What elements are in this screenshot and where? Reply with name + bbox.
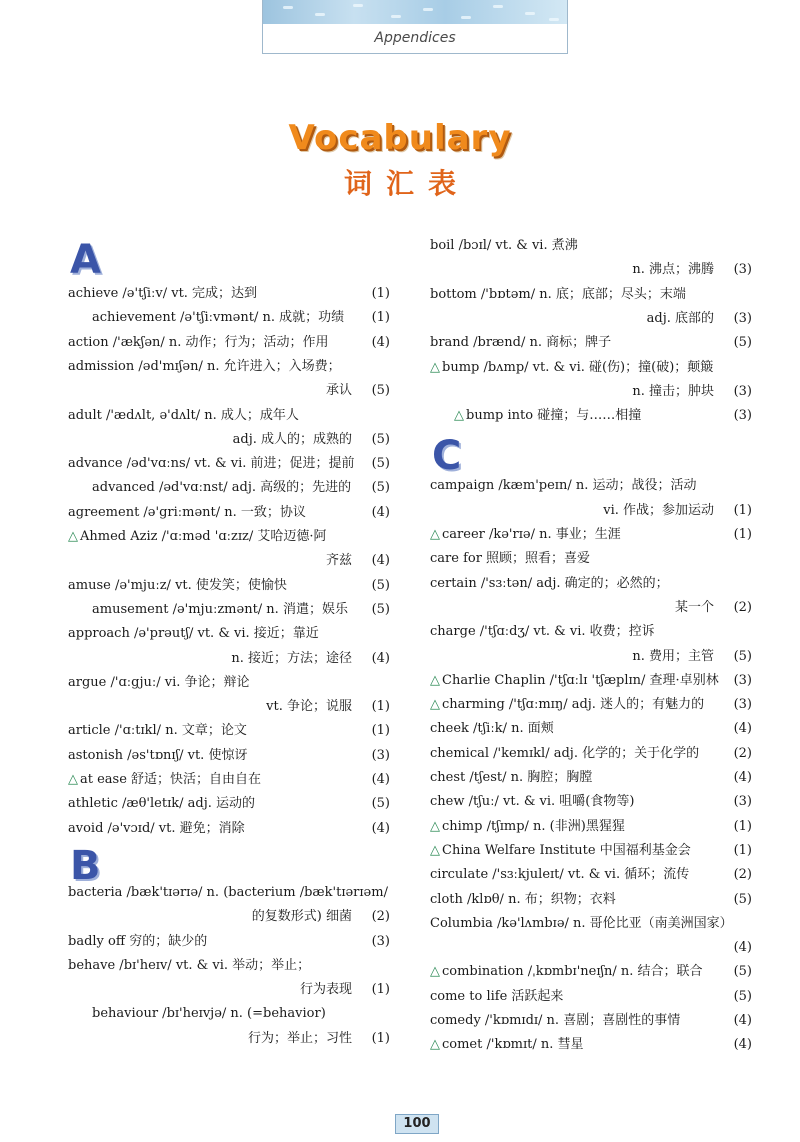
vocab-entry bbox=[430, 235, 752, 257]
vocab-entry bbox=[68, 356, 390, 378]
unit-number: (3) bbox=[733, 408, 752, 424]
vocab-entry bbox=[430, 816, 752, 838]
vocab-text: vt. 争论；说服 bbox=[266, 699, 352, 715]
vocab-entry bbox=[430, 937, 752, 959]
unit-number: (1) bbox=[733, 527, 752, 542]
unit-number: (4) bbox=[371, 504, 390, 520]
vocab-entry bbox=[68, 1028, 390, 1050]
section-letter-b: B bbox=[70, 843, 101, 889]
vocab-entry bbox=[430, 597, 752, 619]
vocab-text: badly off 穷的；缺少的 bbox=[68, 933, 208, 949]
vocab-text: 行为；举止；习性 bbox=[247, 1030, 352, 1046]
new-word-triangle-icon: △ bbox=[430, 818, 440, 834]
vocab-text: argue /'ɑːgjuː/ vi. 争论；辩论 bbox=[68, 674, 250, 690]
appendices-tab bbox=[262, 0, 568, 54]
vocab-text: cheek /tʃiːk/ n. 面颊 bbox=[430, 721, 554, 737]
vocab-entry bbox=[430, 791, 752, 813]
unit-number: (3) bbox=[733, 262, 752, 278]
vocab-text: adult /'ædʌlt, ə'dʌlt/ n. 成人；成年人 bbox=[68, 407, 299, 423]
vocab-text: bottom /'bɒtəm/ n. 底；底部；尽头；末端 bbox=[430, 286, 686, 302]
unit-number: (5) bbox=[371, 480, 390, 496]
vocab-entry bbox=[430, 864, 752, 886]
vocab-entry bbox=[430, 284, 752, 306]
unit-number: (1) bbox=[733, 502, 752, 518]
new-word-triangle-icon: △ bbox=[430, 1037, 440, 1053]
page-number: 100 bbox=[395, 1114, 439, 1134]
unit-number: (4) bbox=[733, 721, 752, 737]
unit-number: (4) bbox=[371, 650, 390, 666]
vocab-text: athletic /æθ'letɪk/ adj. 运动的 bbox=[68, 796, 255, 812]
unit-number: (5) bbox=[733, 891, 752, 907]
vocab-text: △ bump into 碰撞；与……相撞 bbox=[454, 408, 642, 424]
unit-number: (5) bbox=[371, 577, 390, 593]
vocab-entry bbox=[430, 573, 752, 595]
vocab-text: △ Charlie Chaplin /'tʃɑːlɪ 'tʃæplɪn/ 查理·卓别林 bbox=[430, 672, 719, 688]
vocab-text: adj. 成人的；成熟的 bbox=[232, 431, 352, 447]
vocab-text: action /'ækʃən/ n. 动作；行为；活动；作用 bbox=[68, 334, 329, 350]
vocab-entry bbox=[68, 332, 390, 354]
unit-number: (1) bbox=[371, 723, 390, 739]
vocab-entry bbox=[430, 308, 752, 330]
vocab-entry bbox=[68, 720, 390, 742]
vocab-text: care for 照顾；照看；喜爱 bbox=[430, 551, 591, 567]
unit-number: (1) bbox=[733, 842, 752, 858]
vocab-entry bbox=[68, 648, 390, 670]
unit-number: (3) bbox=[733, 383, 752, 399]
vocab-entry bbox=[68, 283, 390, 305]
vocab-entry bbox=[430, 889, 752, 911]
vocab-text: Columbia /kə'lʌmbɪə/ n. 哥伦比亚（南美洲国家） bbox=[430, 915, 733, 931]
vocab-text: chew /tʃuː/ vt. & vi. 咀嚼(食物等) bbox=[430, 794, 635, 810]
decorative-band bbox=[263, 0, 567, 24]
vocab-text: n. 接近；方法；途径 bbox=[231, 650, 352, 666]
vocab-entry bbox=[68, 307, 390, 329]
vocab-text: advance /əd'vɑːns/ vt. & vi. 前进；促进；提前 bbox=[68, 456, 355, 472]
unit-number: (4) bbox=[371, 334, 390, 350]
vocab-text: achievement /ə'tʃiːvmənt/ n. 成就；功绩 bbox=[92, 310, 345, 326]
vocab-text: amuse /ə'mjuːz/ vt. 使发笑；使愉快 bbox=[68, 577, 287, 593]
page-title: Vocabulary bbox=[288, 118, 512, 158]
vocab-text: chemical /'kemɪkl/ adj. 化学的；关于化学的 bbox=[430, 745, 700, 761]
unit-number: (4) bbox=[371, 772, 390, 787]
vocab-text: △ Ahmed Aziz /'ɑːməd 'ɑːzɪz/ 艾哈迈德·阿 bbox=[68, 529, 327, 544]
vocab-text: circulate /'sɜːkjuleɪt/ vt. & vi. 循环；流传 bbox=[430, 867, 690, 883]
vocab-text: n. 费用；主管 bbox=[632, 648, 714, 664]
vocab-text: 的复数形式) 细菌 bbox=[251, 909, 352, 925]
unit-number: (1) bbox=[733, 818, 752, 834]
vocab-entry bbox=[68, 405, 390, 427]
vocab-text: △ bump /bʌmp/ vt. & vi. 碰(伤)；撞(破)；颠簸 bbox=[430, 359, 714, 375]
unit-number: (3) bbox=[733, 697, 752, 713]
vocab-text: n. 撞击；肿块 bbox=[632, 383, 714, 399]
unit-number: (3) bbox=[371, 747, 390, 763]
vocab-entry bbox=[430, 621, 752, 643]
vocab-text: bacteria /bæk'tɪərɪə/ n. (bacterium /bæk'tɪərɪəm/ bbox=[68, 884, 388, 900]
vocab-text: campaign /kæm'peɪn/ n. 运动；战役；活动 bbox=[430, 478, 697, 494]
vocab-text: admission /əd'mɪʃən/ n. 允许进入；入场费； bbox=[68, 358, 341, 374]
new-word-triangle-icon: △ bbox=[430, 359, 440, 375]
vocab-entry bbox=[68, 453, 390, 475]
vocab-entry bbox=[68, 882, 390, 904]
unit-number: (1) bbox=[371, 699, 390, 715]
vocab-entry bbox=[430, 357, 752, 379]
new-word-triangle-icon: △ bbox=[454, 408, 464, 424]
unit-number: (1) bbox=[371, 286, 390, 301]
vocab-text: △ at ease 舒适；快活；自由自在 bbox=[68, 772, 262, 787]
vocab-entry bbox=[68, 696, 390, 718]
vocab-entry bbox=[430, 767, 752, 789]
unit-number: (1) bbox=[371, 982, 390, 998]
vocab-entry bbox=[68, 955, 390, 977]
vocab-entry bbox=[430, 500, 752, 522]
appendices-label: Appendices bbox=[374, 30, 456, 46]
unit-number: (3) bbox=[733, 794, 752, 810]
unit-number: (5) bbox=[733, 964, 752, 980]
vocab-text: △ China Welfare Institute 中国福利基金会 bbox=[430, 842, 691, 858]
vocab-entry bbox=[68, 502, 390, 524]
vocab-text: agreement /ə'griːmənt/ n. 一致；协议 bbox=[68, 504, 306, 520]
unit-number: (1) bbox=[371, 1030, 390, 1046]
unit-number: (5) bbox=[371, 601, 390, 617]
vocab-text: amusement /ə'mjuːzmənt/ n. 消遣；娱乐 bbox=[92, 601, 348, 617]
unit-number: (2) bbox=[733, 745, 752, 761]
vocab-entry bbox=[430, 743, 752, 765]
vocab-entry bbox=[68, 906, 390, 928]
vocab-entry bbox=[430, 332, 752, 354]
unit-number: (3) bbox=[733, 672, 752, 688]
page-subtitle: 词汇表 bbox=[343, 167, 470, 200]
unit-number: (5) bbox=[371, 796, 390, 812]
vocab-entry bbox=[430, 670, 752, 692]
unit-number: (3) bbox=[733, 310, 752, 326]
unit-number: (4) bbox=[371, 553, 390, 569]
new-word-triangle-icon: △ bbox=[430, 527, 440, 542]
section-letter-c: C bbox=[432, 433, 462, 479]
unit-number: (2) bbox=[371, 909, 390, 925]
vocab-entry bbox=[430, 913, 752, 935]
vocab-entry bbox=[430, 259, 752, 281]
new-word-triangle-icon: △ bbox=[68, 772, 78, 787]
unit-number: (2) bbox=[733, 599, 752, 615]
vocab-text: article /'ɑːtɪkl/ n. 文章；论文 bbox=[68, 723, 247, 739]
vocab-text: △ charming /'tʃɑːmɪŋ/ adj. 迷人的；有魅力的 bbox=[430, 697, 705, 713]
vocab-text: avoid /ə'vɔɪd/ vt. 避免；消除 bbox=[68, 820, 245, 836]
vocab-text: △ career /kə'rɪə/ n. 事业；生涯 bbox=[430, 527, 621, 542]
vocab-text: 行为表现 bbox=[299, 982, 352, 998]
new-word-triangle-icon: △ bbox=[430, 672, 440, 688]
unit-number: (5) bbox=[733, 988, 752, 1004]
vocab-entry bbox=[430, 694, 752, 716]
vocab-entry bbox=[430, 840, 752, 862]
vocab-entry bbox=[68, 769, 390, 791]
vocab-entry bbox=[68, 477, 390, 499]
unit-number: (5) bbox=[371, 383, 390, 399]
unit-number: (4) bbox=[733, 770, 752, 785]
unit-number: (4) bbox=[371, 820, 390, 836]
vocab-text: 某一个 bbox=[674, 599, 714, 615]
unit-number: (4) bbox=[733, 1013, 752, 1028]
new-word-triangle-icon: △ bbox=[430, 697, 440, 713]
section-letter-a: A bbox=[70, 237, 101, 283]
unit-number: (4) bbox=[733, 940, 752, 956]
vocab-text: vi. 作战；参加运动 bbox=[603, 502, 714, 518]
vocab-entry bbox=[68, 818, 390, 840]
vocab-entry bbox=[68, 599, 390, 621]
vocab-entry bbox=[430, 1034, 752, 1056]
vocab-text: behaviour /bɪ'heɪvjə/ n. (=behavior) bbox=[92, 1006, 326, 1022]
vocab-entry bbox=[68, 672, 390, 694]
vocab-entry bbox=[68, 793, 390, 815]
vocab-entry bbox=[68, 526, 390, 548]
vocab-entry bbox=[430, 646, 752, 668]
vocab-text: chest /tʃest/ n. 胸腔；胸膛 bbox=[430, 770, 593, 785]
new-word-triangle-icon: △ bbox=[430, 964, 440, 980]
new-word-triangle-icon: △ bbox=[430, 842, 440, 858]
vocab-text: achieve /ə'tʃiːv/ vt. 完成；达到 bbox=[68, 286, 258, 301]
vocab-text: advanced /əd'vɑːnst/ adj. 高级的；先进的 bbox=[92, 480, 352, 496]
vocab-text: behave /bɪ'heɪv/ vt. & vi. 举动；举止； bbox=[68, 957, 311, 973]
vocab-text: △ comet /'kɒmɪt/ n. 彗星 bbox=[430, 1037, 584, 1053]
unit-number: (5) bbox=[733, 335, 752, 351]
vocab-entry bbox=[430, 475, 752, 497]
vocab-text: cloth /klɒθ/ n. 布；织物；衣料 bbox=[430, 891, 616, 907]
vocab-entry bbox=[68, 931, 390, 953]
vocab-text: adj. 底部的 bbox=[646, 310, 714, 326]
vocab-text: 承认 bbox=[325, 383, 352, 399]
vocab-text: △ chimp /tʃɪmp/ n. (非洲)黑猩猩 bbox=[430, 818, 625, 834]
vocab-entry bbox=[430, 986, 752, 1008]
vocab-entry bbox=[430, 548, 752, 570]
vocab-entry bbox=[68, 429, 390, 451]
vocab-text: 齐兹 bbox=[325, 553, 352, 569]
vocab-text: brand /brænd/ n. 商标；牌子 bbox=[430, 335, 612, 351]
vocab-entry bbox=[430, 381, 752, 403]
vocab-text: approach /ə'prəutʃ/ vt. & vi. 接近；靠近 bbox=[68, 626, 319, 642]
vocab-entry bbox=[68, 380, 390, 402]
unit-number: (2) bbox=[733, 867, 752, 883]
vocab-text: △ combination /ˌkɒmbɪ'neɪʃn/ n. 结合；联合 bbox=[430, 964, 703, 980]
vocab-entry bbox=[68, 1003, 390, 1025]
vocab-entry bbox=[430, 1010, 752, 1032]
unit-number: (3) bbox=[371, 933, 390, 949]
new-word-triangle-icon: △ bbox=[68, 529, 78, 544]
vocab-entry bbox=[68, 575, 390, 597]
vocab-entry bbox=[68, 745, 390, 767]
vocab-text: boil /bɔɪl/ vt. & vi. 煮沸 bbox=[430, 238, 578, 253]
unit-number: (5) bbox=[371, 456, 390, 472]
unit-number: (5) bbox=[733, 648, 752, 664]
vocab-text: astonish /əs'tɒnɪʃ/ vt. 使惊讶 bbox=[68, 747, 248, 763]
vocab-text: comedy /'kɒmɪdɪ/ n. 喜剧；喜剧性的事情 bbox=[430, 1013, 681, 1028]
vocab-text: n. 沸点；沸腾 bbox=[632, 262, 714, 278]
unit-number: (1) bbox=[371, 310, 390, 326]
unit-number: (4) bbox=[733, 1037, 752, 1053]
vocab-entry bbox=[68, 623, 390, 645]
vocab-text: certain /'sɜːtən/ adj. 确定的；必然的； bbox=[430, 575, 669, 591]
vocab-entry bbox=[430, 405, 752, 427]
vocab-entry bbox=[430, 524, 752, 546]
vocab-entry bbox=[430, 961, 752, 983]
unit-number: (5) bbox=[371, 431, 390, 447]
vocab-entry bbox=[430, 718, 752, 740]
vocab-text: charge /'tʃɑːdʒ/ vt. & vi. 收费；控诉 bbox=[430, 624, 655, 640]
vocab-text: come to life 活跃起来 bbox=[430, 988, 564, 1004]
vocab-entry bbox=[68, 979, 390, 1001]
vocab-entry bbox=[68, 550, 390, 572]
